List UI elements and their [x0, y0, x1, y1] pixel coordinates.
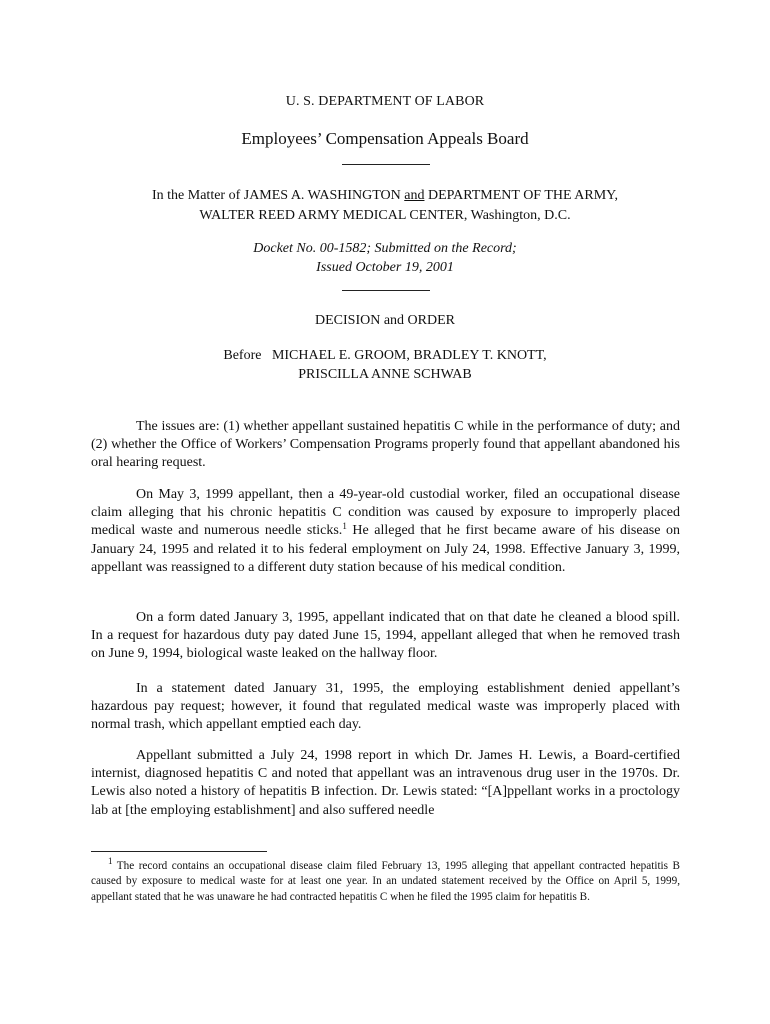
footnote-text: The record contains an occupational disease claim filed February 13, 1995 alleging that appellant contracted hepatitis B caused by exposure to medical waste for at least one year. In an undated statement received by the Office on April 5, 1999, appellant stated that he was unaware he had contracted hepatitis C when he filed the 1995 claim for hepatitis B.: [91, 860, 680, 903]
paragraph-statement: In a statement dated January 31, 1995, the employing establishment denied appellant’s hazardous pay request; however, it found that regulated medical waste was improperly placed with normal trash, which appellant emptied each day.: [91, 681, 680, 733]
case-caption-line-1: [0, 186, 770, 206]
footnote-reference: 1: [342, 521, 347, 532]
footnote-divider: [91, 851, 267, 852]
paragraph-claim-text-a: On May 3, 1999 appellant, then a 49-year-old custodial worker, filed an occupational disease claim alleging that his chronic hepatitis C condition was caused by exposure to improperly placed medical waste and numerous needle sticks.: [91, 487, 680, 539]
footnote: [91, 856, 680, 905]
paragraph-claim-text-b: He alleged that he first became aware of his disease on January 24, 1995 and related it to his federal employment on July 24, 1998. Effective January 3, 1999, appellant was reassigned to a different duty station because of his medical condition.: [91, 523, 680, 575]
paragraph-blood-spill: On a form dated January 3, 1995, appellant indicated that on that date he cleaned a blood spill. In a request for hazardous duty pay dated June 15, 1994, appellant alleged that when he removed trash on June 9, 1994, biological waste leaked on the hallway floor.: [91, 610, 680, 662]
paragraph-report: Appellant submitted a July 24, 1998 report in which Dr. James H. Lewis, a Board-certified internist, diagnosed hepatitis C and noted that appellant was an intravenous drug user in the 1970s. Dr. Lewis also noted a history of hepatitis B infection. Dr. Lewis stated: “[A]ppellant works in a proctology lab at [the employing establishment] and also suffered needle: [91, 748, 680, 818]
caption-parties-post: DEPARTMENT OF THE ARMY,: [424, 188, 618, 203]
panel-members: [0, 346, 770, 384]
decision-title: DECISION and ORDER: [315, 313, 455, 328]
paragraph-issues: The issues are: (1) whether appellant sustained hepatitis C while in the performance of duty; and (2) whether the Office of Workers’ Compensation Programs properly found that appellant abandoned his oral hearing request.: [91, 419, 680, 471]
paragraph-claim: [91, 486, 680, 577]
docket-line-2: Issued October 19, 2001: [316, 260, 454, 275]
docket-info: [0, 239, 770, 277]
panel-line-1: Before MICHAEL E. GROOM, BRADLEY T. KNOTT,: [223, 348, 547, 363]
panel-line-2: PRISCILLA ANNE SCHWAB: [298, 367, 472, 382]
case-caption-line-2: WALTER REED ARMY MEDICAL CENTER, Washington, D.C.: [199, 208, 571, 223]
caption-parties-pre: In the Matter of JAMES A. WASHINGTON: [152, 188, 405, 203]
footnote-mark: 1: [108, 856, 113, 866]
docket-line-1: Docket No. 00-1582; Submitted on the Record;: [253, 241, 517, 256]
divider-rule: [342, 290, 430, 291]
caption-and: and: [404, 188, 425, 203]
case-caption: [0, 186, 770, 226]
agency-heading: U. S. DEPARTMENT OF LABOR: [285, 94, 485, 109]
divider-rule: [342, 164, 430, 165]
board-title: Employees’ Compensation Appeals Board: [241, 129, 529, 148]
